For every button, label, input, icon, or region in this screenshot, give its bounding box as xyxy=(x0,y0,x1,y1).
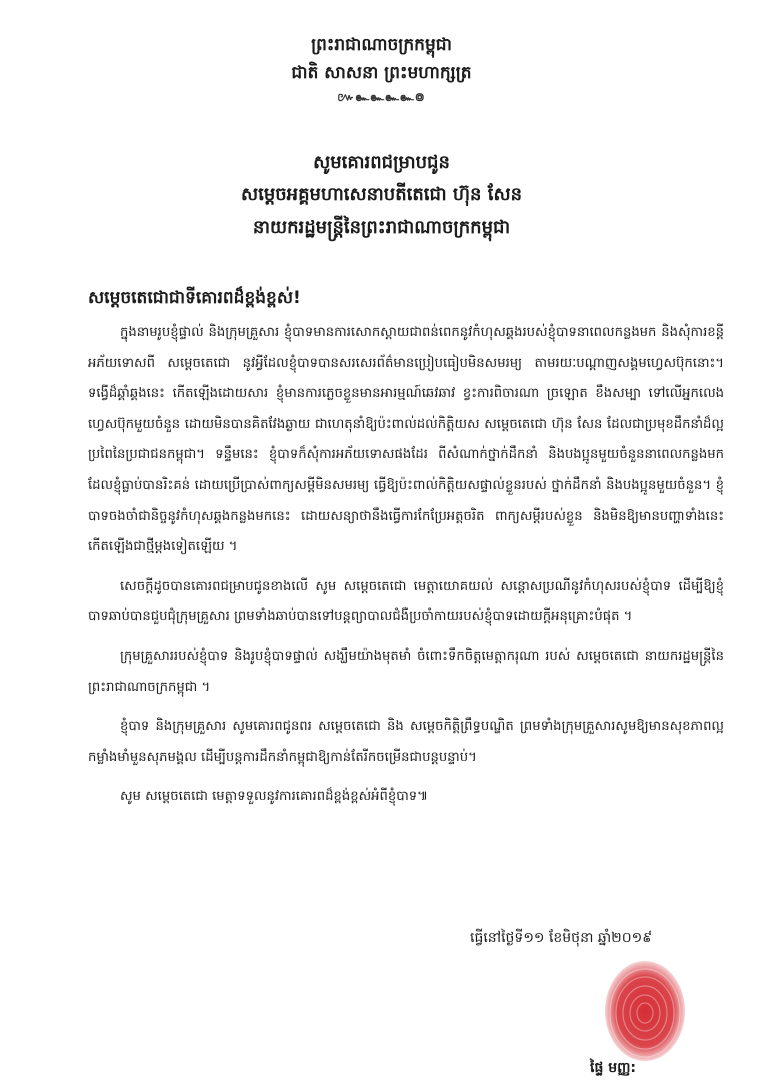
paragraph-hope: ក្រុមគ្រួសាររបស់ខ្ញុំបាទ និងរូបខ្ញុំបាទផ្ទាល់ សង្ឃឹមយ៉ាងមុតមាំ ចំពោះទឹកចិត្តមេត្តាករុណា របស់ សម្តេចតេជោ នាយករដ្ឋមន្ត្រីនៃព្រះរាជាណាចក្រកម្ពុជា ។ xyxy=(88,648,724,695)
date-line: ធ្វើនៅថ្ងៃទី១១ ខែមិថុនា ឆ្នាំ២០១៩ xyxy=(470,930,653,946)
fingerprint-icon xyxy=(590,955,700,1065)
paragraph-respect: សូម សម្តេចតេជោ មេត្តាទទួលនូវការគោរពដ៏ខ្ពង់ខ្ពស់អំពីខ្ញុំបាទ៕ xyxy=(120,789,429,805)
paragraph-request: សេចក្តីដូចបានគោរពជម្រាបជូនខាងលើ សូម សម្តេចតេជោ មេត្តាយោគយល់ សន្តោសប្រណីនូវកំហុសរបស់ខ្ញុំបាទ ដើម្បីឱ្យខ្ញុំបាទឆាប់បានជួបជុំក្រុមគ្រួសារ ព្រមទាំងឆាប់បានទៅបន្តព្យាបាលជំងឺប្រចាំកាយរបស់ខ្ញុំបាទដោយក្តីអនុគ្រោះបំផុត ។ xyxy=(88,578,724,625)
kingdom-heading: ព្រះរាជាណាចក្រកម្ពុជា xyxy=(311,35,452,55)
addressee-title: នាយករដ្ឋមន្ត្រីនៃព្រះរាជាណាចក្រកម្ពុជា xyxy=(252,217,511,238)
national-motto: ជាតិ សាសនា ព្រះមហាក្សត្រ xyxy=(291,63,472,83)
header-ornament: ៚๛๛๛๛៙ xyxy=(337,90,426,104)
salutation: សម្តេចតេជោជាទីគោរពដ៏ខ្ពង់ខ្ពស់! xyxy=(88,288,301,308)
paragraph-wishes: ខ្ញុំបាទ និងក្រុមគ្រួសារ សូមគោរពជូនពរ សម្តេចតេជោ និង សម្តេចកិត្តិព្រឹទ្ធបណ្ឌិត ព្រមទាំងក្រុមគ្រួសារសូមឱ្យមានសុខភាពល្អ កម្លាំងមាំមួនសុភមង្គល ដើម្បីបន្តការដឹកនាំកម្ពុជាឱ្យកាន់តែរីកចម្រើនជាបន្តបន្ទាប់។ xyxy=(88,719,724,765)
thumbprint-label: ផ្ទៃ មញ្ញ: xyxy=(590,1060,637,1076)
addressee-greeting: សូមគោរពជម្រាបជូន xyxy=(313,152,450,173)
addressee-name: សម្តេចអគ្គមហាសេនាបតីតេជោ ហ៊ុន សែន xyxy=(240,184,523,205)
letter-body xyxy=(88,318,724,822)
paragraph-apology: ក្នុងនាមរូបខ្ញុំផ្ទាល់ និងក្រុមគ្រួសារ ខ្ញុំបាទមានការសោកស្តាយជាពន់ពេកនូវកំហុសឆ្គងរបស់ខ្ញុំបាទនាពេលកន្លងមក និងសុំការខន្តីអភ័យទោសពី សម្តេចតេជោ នូវអ្វីដែលខ្ញុំបាទបានសរសេរព័ត៌មានប្រៀបធៀបមិនសមរម្យ តាមរយៈបណ្តាញសង្គមហ្វេសប៊ុកនោះ។ ទង្វើដ៏ឆ្គាំឆ្គងនេះ កើតឡើងដោយសារ ខ្ញុំមានការភ្លេចខ្លួនមានអារម្មណ៍ឆេវឆាវ ខ្វះការពិចារណា ច្រឡោត ខឹងសម្បា ទៅលើអ្នកលេងហ្វេសប៊ុកមួយចំនួន ដោយមិនបានគិតវែងឆ្ងាយ ជាហេតុនាំឱ្យប៉ះពាល់ដល់កិត្តិយស សម្តេចតេជោ ហ៊ុន សែន ដែលជាប្រមុខដឹកនាំដ៏ល្អប្រពៃនៃប្រជាជនកម្ពុជា។ ទន្ទឹមនេះ ខ្ញុំបាទក៏សុំការអភ័យទោសផងដែរ ពីសំណាក់ថ្នាក់ដឹកនាំ និងបងប្អូនមួយចំនួននាពេលកន្លងមក ដែលខ្ញុំធ្លាប់បានរិះគន់ ដោយប្រើប្រាស់ពាក្យសម្តីមិនសមរម្យ ធ្វើឱ្យប៉ះពាល់កិត្តិយសផ្ទាល់ខ្លួនរបស់ ថ្នាក់ដឹកនាំ និងបងប្អូនមួយចំនួន។ ខ្ញុំបាទចងចាំជានិច្ចនូវកំហុសឆ្គងកន្លងមកនេះ ដោយសន្យាថានឹងធ្វើការកែប្រែអត្តចរិត ពាក្យសម្តីរបស់ខ្លួន និងមិនឱ្យមានបញ្ហាទាំងនេះកើតឡើងជាថ្មីម្តងទៀតឡើយ ។ xyxy=(88,325,724,555)
